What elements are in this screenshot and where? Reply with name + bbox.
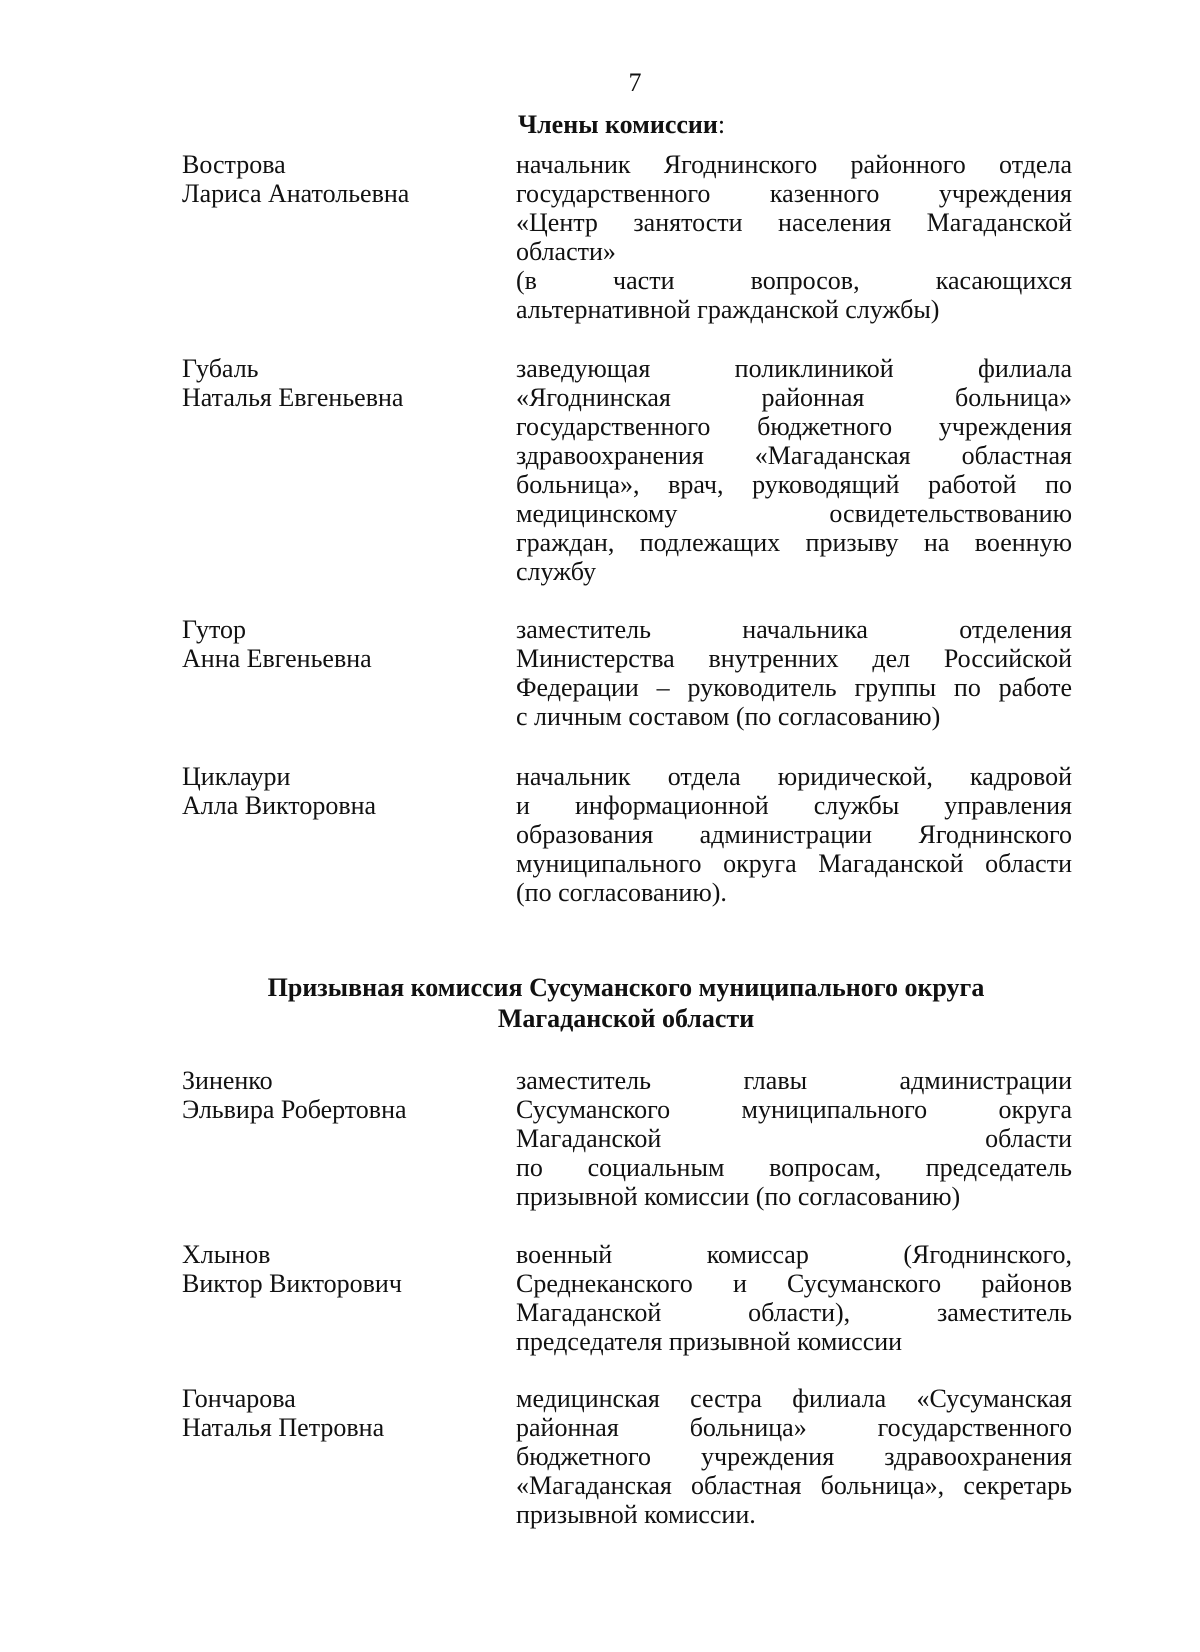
member-given-names: Наталья Евгеньевна	[182, 383, 404, 412]
role-line: Магаданской области	[516, 1124, 1072, 1153]
role-line: Министерства внутренних дел Российской	[516, 644, 1072, 673]
member-role	[516, 1240, 1072, 1356]
role-line: начальник Ягоднинского районного отдела	[516, 150, 1072, 179]
role-line: области»	[516, 237, 616, 266]
role-line: Среднеканского и Сусуманского районов	[516, 1269, 1072, 1298]
member-name	[182, 150, 482, 208]
role-line: Магаданской области), заместитель	[516, 1298, 1072, 1327]
role-line: медицинскому освидетельствованию	[516, 499, 1072, 528]
role-line: призывной комиссии (по согласованию)	[516, 1182, 961, 1211]
commission-title-line: Магаданской области	[497, 1004, 755, 1033]
role-line: военный комиссар (Ягоднинского,	[516, 1240, 1072, 1269]
role-line: «Магаданская областная больница», секретарь	[516, 1471, 1072, 1500]
member-given-names: Анна Евгеньевна	[182, 644, 372, 673]
role-line: и информационной службы управления	[516, 791, 1072, 820]
commission-title	[0, 972, 1200, 1034]
member-name	[182, 354, 482, 412]
role-line: «Ягоднинская районная больница»	[516, 383, 1072, 412]
role-line: заведующая поликлиникой филиала	[516, 354, 1072, 383]
role-line: районная больница» государственного	[516, 1413, 1072, 1442]
member-given-names: Эльвира Робертовна	[182, 1095, 407, 1124]
role-line: (в части вопросов, касающихся	[516, 266, 1072, 295]
role-line: «Центр занятости населения Магаданской	[516, 208, 1072, 237]
member-given-names: Виктор Викторович	[182, 1269, 402, 1298]
member-surname: Хлынов	[182, 1240, 271, 1269]
member-name	[182, 1240, 482, 1298]
member-name	[182, 615, 482, 673]
member-given-names: Наталья Петровна	[182, 1413, 385, 1442]
page-number: 7	[628, 68, 642, 97]
members-heading-text: Члены комиссии	[518, 110, 718, 139]
role-line: бюджетного учреждения здравоохранения	[516, 1442, 1072, 1471]
role-line: Сусуманского муниципального округа	[516, 1095, 1072, 1124]
role-line: государственного бюджетного учреждения	[516, 412, 1072, 441]
member-name	[182, 1384, 482, 1442]
member-surname: Гончарова	[182, 1384, 296, 1413]
role-line: заместитель главы администрации	[516, 1066, 1072, 1095]
members-heading	[518, 110, 725, 140]
member-role	[516, 1384, 1072, 1529]
role-line: с личным составом (по согласованию)	[516, 702, 941, 731]
member-surname: Циклаури	[182, 762, 291, 791]
role-line: медицинская сестра филиала «Сусуманская	[516, 1384, 1072, 1413]
member-surname: Зиненко	[182, 1066, 273, 1095]
role-line: службу	[516, 557, 597, 586]
role-line: здравоохранения «Магаданская областная	[516, 441, 1072, 470]
member-role	[516, 615, 1072, 731]
role-line: начальник отдела юридической, кадровой	[516, 762, 1072, 791]
role-line: граждан, подлежащих призыву на военную	[516, 528, 1072, 557]
member-name	[182, 762, 482, 820]
role-line: по социальным вопросам, председатель	[516, 1153, 1072, 1182]
role-line: призывной комиссии.	[516, 1500, 756, 1529]
role-line: Федерации – руководитель группы по работе	[516, 673, 1072, 702]
member-given-names: Алла Викторовна	[182, 791, 377, 820]
role-line: (по согласованию).	[516, 878, 727, 907]
role-line: председателя призывной комиссии	[516, 1327, 903, 1356]
commission-title-line: Призывная комиссия Сусуманского муниципального округа	[267, 973, 985, 1002]
member-given-names: Лариса Анатольевна	[182, 179, 410, 208]
role-line: больница», врач, руководящий работой по	[516, 470, 1072, 499]
members-heading-colon: :	[717, 110, 726, 139]
member-surname: Гутор	[182, 615, 247, 644]
role-line: государственного казенного учреждения	[516, 179, 1072, 208]
member-role	[516, 1066, 1072, 1211]
role-line: муниципального округа Магаданской области	[516, 849, 1072, 878]
member-surname: Губаль	[182, 354, 259, 383]
member-role	[516, 354, 1072, 586]
role-line: альтернативной гражданской службы)	[516, 295, 940, 324]
member-role	[516, 762, 1072, 907]
member-role	[516, 150, 1072, 324]
role-line: образования администрации Ягоднинского	[516, 820, 1072, 849]
member-name	[182, 1066, 482, 1124]
role-line: заместитель начальника отделения	[516, 615, 1072, 644]
member-surname: Вострова	[182, 150, 286, 179]
